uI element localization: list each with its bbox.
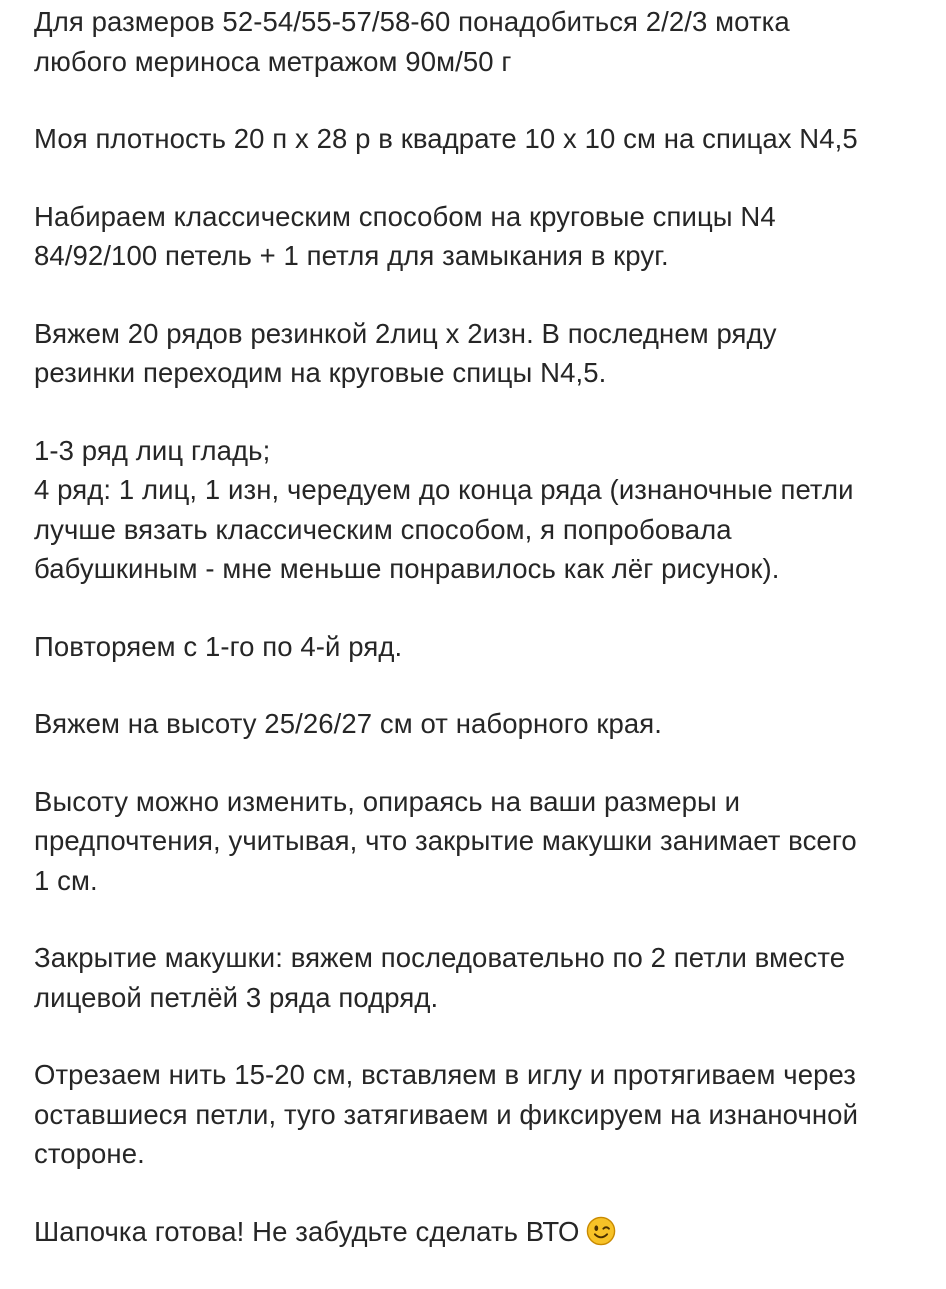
yarn-paragraph — [34, 2, 934, 81]
text-line: Набираем классическим способом на круговые спицы N4 — [34, 200, 776, 232]
text-line: Повторяем с 1-го по 4-й ряд. — [34, 630, 403, 662]
text-line: Вяжем на высоту 25/26/27 см от наборного края. — [34, 708, 663, 739]
text-line: Моя плотность 20 п х 28 р в квадрате 10 х 10 см на спицах N4,5 — [34, 123, 858, 154]
text-line: стороне. — [34, 1138, 145, 1169]
text-line: оставшиеся петли, туго затягиваем и фиксируем на изнаночной — [34, 1098, 859, 1130]
text-line: лицевой петлёй 3 ряда подряд. — [34, 981, 439, 1013]
finishing-paragraph — [34, 1055, 934, 1174]
text-line: Закрытие макушки: вяжем последовательно по 2 петли вместе — [34, 942, 846, 973]
crown-decrease-paragraph — [34, 938, 934, 1017]
text-line: Вяжем 20 рядов резинкой 2лиц х 2изн. В последнем ряду — [34, 317, 777, 349]
knitting-instructions — [34, 2, 934, 1289]
ribbing-paragraph — [34, 314, 934, 393]
text-line: Высоту можно изменить, опираясь на ваши размеры и — [34, 785, 741, 817]
text-line: резинки переходим на круговые спицы N4,5. — [34, 357, 607, 388]
text-line — [34, 1212, 934, 1252]
cast-on-paragraph — [34, 197, 934, 276]
text-line: любого мериноса метражом 90м/50 г — [34, 45, 512, 77]
text-line: 1-3 ряд лиц гладь; — [34, 434, 271, 466]
text-line: предпочтения, учитывая, что закрытие макушки занимает всего — [34, 825, 857, 856]
height-note-paragraph — [34, 782, 934, 901]
winking-face-icon — [586, 1216, 616, 1246]
text-line: 4 ряд: 1 лиц, 1 изн, чередуем до конца ряда (изнаночные петли — [34, 474, 854, 505]
gauge-paragraph — [34, 119, 934, 159]
text-line: 1 см. — [34, 864, 98, 896]
text-line: Отрезаем нить 15-20 см, вставляем в иглу и протягиваем через — [34, 1059, 857, 1090]
closing-paragraph — [34, 1212, 934, 1252]
text-line: бабушкиным - мне меньше понравилось как лёг рисунок). — [34, 553, 780, 584]
height-paragraph — [34, 704, 934, 744]
pattern-rows-paragraph — [34, 431, 934, 589]
closing-text: Шапочка готова! Не забудьте сделать ВТО — [34, 1215, 580, 1247]
text-line: Для размеров 52-54/55-57/58-60 понадобиться 2/2/3 мотка — [34, 6, 790, 37]
repeat-paragraph — [34, 627, 934, 667]
text-line: лучше вязать классическим способом, я попробовала — [34, 513, 732, 545]
text-line: 84/92/100 петель + 1 петля для замыкания в круг. — [34, 240, 669, 271]
